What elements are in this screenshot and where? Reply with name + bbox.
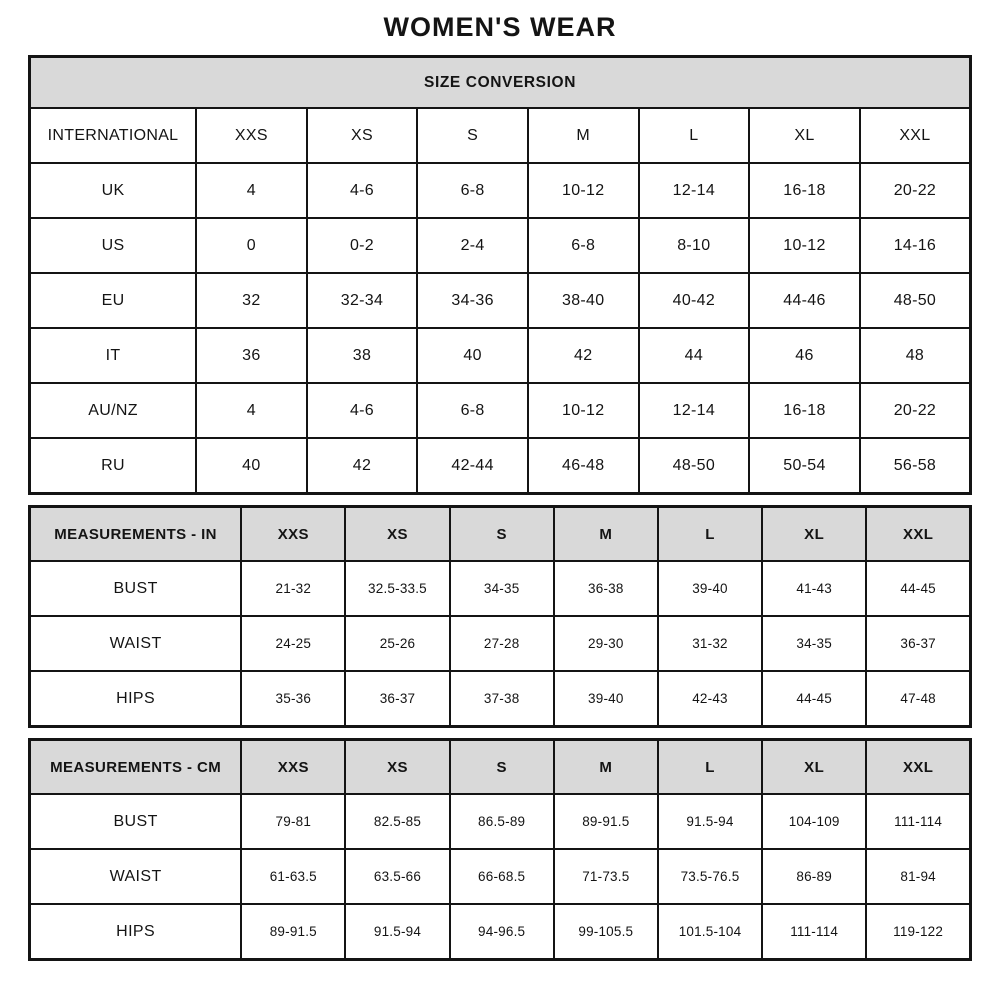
table-cell: 42 xyxy=(528,328,639,383)
table-row-hips xyxy=(30,671,971,727)
table-cell: 29-30 xyxy=(554,616,658,671)
table-cell: 79-81 xyxy=(241,794,345,849)
table-cell: 36-37 xyxy=(345,671,449,727)
column-header: XXL xyxy=(860,108,971,163)
table-cell: 38 xyxy=(307,328,418,383)
table-cell: 39-40 xyxy=(554,671,658,727)
column-header: XXL xyxy=(866,507,970,562)
table-cell: 42-44 xyxy=(417,438,528,494)
column-header: XL xyxy=(762,507,866,562)
table-cell: 4 xyxy=(196,163,307,218)
row-label: EU xyxy=(30,273,197,328)
table-cell: 2-4 xyxy=(417,218,528,273)
table-cell: 40 xyxy=(417,328,528,383)
measurements-cm-table xyxy=(28,738,972,961)
table-cell: 32-34 xyxy=(307,273,418,328)
table-cell: 119-122 xyxy=(866,904,970,960)
table-cell: 99-105.5 xyxy=(554,904,658,960)
table-cell: 104-109 xyxy=(762,794,866,849)
table-row-uk xyxy=(30,163,971,218)
table-cell: 56-58 xyxy=(860,438,971,494)
table-cell: 73.5-76.5 xyxy=(658,849,762,904)
table-row-waist xyxy=(30,849,971,904)
column-header: XS xyxy=(307,108,418,163)
table-cell: 61-63.5 xyxy=(241,849,345,904)
row-label: US xyxy=(30,218,197,273)
table-cell: 36-38 xyxy=(554,561,658,616)
table-cell: 25-26 xyxy=(345,616,449,671)
table-cell: 48-50 xyxy=(860,273,971,328)
table-cell: 44-46 xyxy=(749,273,860,328)
column-header: XXL xyxy=(866,740,970,795)
column-header: M xyxy=(554,740,658,795)
table-cell: 21-32 xyxy=(241,561,345,616)
table-cell: 111-114 xyxy=(866,794,970,849)
table-row-waist xyxy=(30,616,971,671)
table-row-bust xyxy=(30,561,971,616)
column-header: XL xyxy=(749,108,860,163)
table-cell: 42 xyxy=(307,438,418,494)
column-header: M xyxy=(528,108,639,163)
row-label: BUST xyxy=(30,794,242,849)
table-cell: 34-35 xyxy=(762,616,866,671)
table-cell: 32.5-33.5 xyxy=(345,561,449,616)
table-cell: 6-8 xyxy=(417,383,528,438)
table-row-eu xyxy=(30,273,971,328)
table-cell: 91.5-94 xyxy=(658,794,762,849)
table-cell: 47-48 xyxy=(866,671,970,727)
column-header: INTERNATIONAL xyxy=(30,108,197,163)
table-cell: 10-12 xyxy=(528,163,639,218)
table-cell: 16-18 xyxy=(749,163,860,218)
column-header: S xyxy=(450,507,554,562)
row-label: HIPS xyxy=(30,904,242,960)
column-header: L xyxy=(639,108,750,163)
table-cell: 6-8 xyxy=(417,163,528,218)
table-cell: 44-45 xyxy=(762,671,866,727)
column-header: M xyxy=(554,507,658,562)
row-label: IT xyxy=(30,328,197,383)
table-row-ru xyxy=(30,438,971,494)
column-header: S xyxy=(450,740,554,795)
table-cell: 34-35 xyxy=(450,561,554,616)
table-cell: 94-96.5 xyxy=(450,904,554,960)
table-cell: 48-50 xyxy=(639,438,750,494)
table-cell: 4 xyxy=(196,383,307,438)
table-cell: 31-32 xyxy=(658,616,762,671)
table-cell: 8-10 xyxy=(639,218,750,273)
table-cell: 12-14 xyxy=(639,163,750,218)
table-cell: 81-94 xyxy=(866,849,970,904)
table-cell: 37-38 xyxy=(450,671,554,727)
column-header: XS xyxy=(345,740,449,795)
column-header: XXS xyxy=(241,507,345,562)
table-cell: 63.5-66 xyxy=(345,849,449,904)
table-cell: 4-6 xyxy=(307,163,418,218)
row-label: WAIST xyxy=(30,849,242,904)
table-cell: 27-28 xyxy=(450,616,554,671)
table-cell: 40-42 xyxy=(639,273,750,328)
table-cell: 4-6 xyxy=(307,383,418,438)
table-cell: 86-89 xyxy=(762,849,866,904)
table-cell: 12-14 xyxy=(639,383,750,438)
size-conversion-table xyxy=(28,55,972,495)
table-cell: 0 xyxy=(196,218,307,273)
measurements-cm-title: MEASUREMENTS - CM xyxy=(30,740,242,795)
table-cell: 91.5-94 xyxy=(345,904,449,960)
column-header-row xyxy=(30,507,971,562)
table-cell: 44 xyxy=(639,328,750,383)
table-cell: 24-25 xyxy=(241,616,345,671)
table-cell: 111-114 xyxy=(762,904,866,960)
page-title: WOMEN'S WEAR xyxy=(383,12,617,42)
column-header: XXS xyxy=(196,108,307,163)
row-label: AU/NZ xyxy=(30,383,197,438)
table-cell: 41-43 xyxy=(762,561,866,616)
column-header-row xyxy=(30,108,971,163)
size-conversion-title: SIZE CONVERSION xyxy=(30,57,971,109)
column-header: XS xyxy=(345,507,449,562)
column-header-row xyxy=(30,740,971,795)
table-header-row xyxy=(30,57,971,109)
table-cell: 48 xyxy=(860,328,971,383)
table-cell: 42-43 xyxy=(658,671,762,727)
row-label: RU xyxy=(30,438,197,494)
measurements-in-table xyxy=(28,505,972,728)
table-cell: 14-16 xyxy=(860,218,971,273)
table-cell: 82.5-85 xyxy=(345,794,449,849)
table-row-us xyxy=(30,218,971,273)
table-cell: 38-40 xyxy=(528,273,639,328)
table-row-it xyxy=(30,328,971,383)
table-cell: 50-54 xyxy=(749,438,860,494)
row-label: WAIST xyxy=(30,616,242,671)
table-cell: 0-2 xyxy=(307,218,418,273)
row-label: UK xyxy=(30,163,197,218)
table-cell: 66-68.5 xyxy=(450,849,554,904)
table-cell: 10-12 xyxy=(749,218,860,273)
table-cell: 20-22 xyxy=(860,383,971,438)
column-header: L xyxy=(658,740,762,795)
table-cell: 46-48 xyxy=(528,438,639,494)
row-label: BUST xyxy=(30,561,242,616)
table-cell: 6-8 xyxy=(528,218,639,273)
column-header: S xyxy=(417,108,528,163)
table-cell: 36 xyxy=(196,328,307,383)
table-cell: 36-37 xyxy=(866,616,970,671)
table-cell: 20-22 xyxy=(860,163,971,218)
table-cell: 71-73.5 xyxy=(554,849,658,904)
table-row-aunz xyxy=(30,383,971,438)
measurements-in-title: MEASUREMENTS - IN xyxy=(30,507,242,562)
table-cell: 44-45 xyxy=(866,561,970,616)
table-cell: 89-91.5 xyxy=(241,904,345,960)
table-cell: 89-91.5 xyxy=(554,794,658,849)
table-cell: 86.5-89 xyxy=(450,794,554,849)
table-cell: 16-18 xyxy=(749,383,860,438)
column-header: XXS xyxy=(241,740,345,795)
column-header: XL xyxy=(762,740,866,795)
table-cell: 39-40 xyxy=(658,561,762,616)
table-cell: 101.5-104 xyxy=(658,904,762,960)
table-cell: 40 xyxy=(196,438,307,494)
table-cell: 35-36 xyxy=(241,671,345,727)
table-row-hips xyxy=(30,904,971,960)
table-row-bust xyxy=(30,794,971,849)
row-label: HIPS xyxy=(30,671,242,727)
table-cell: 32 xyxy=(196,273,307,328)
table-cell: 46 xyxy=(749,328,860,383)
column-header: L xyxy=(658,507,762,562)
table-cell: 34-36 xyxy=(417,273,528,328)
table-cell: 10-12 xyxy=(528,383,639,438)
